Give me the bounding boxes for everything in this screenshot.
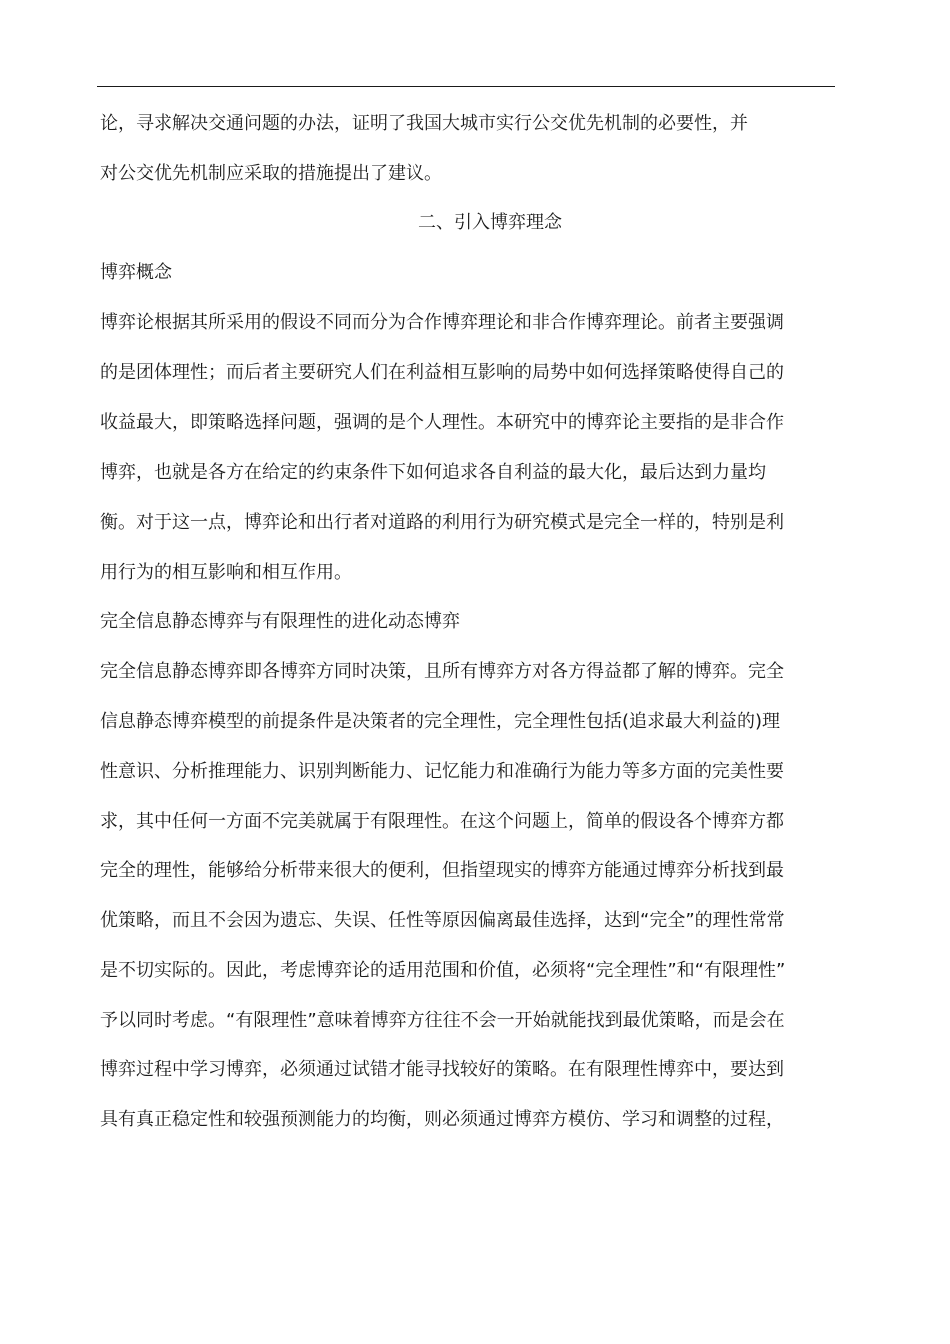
subheading: 博弈概念 <box>100 262 172 283</box>
body-line: 予以同时考虑。“有限理性”意味着博弈方往往不会一开始就能找到最优策略，而是会在 <box>100 1010 785 1031</box>
body-line: 完全的理性，能够给分析带来很大的便利，但指望现实的博弈方能通过博弈分析找到最 <box>100 860 784 881</box>
body-line: 完全信息静态博弈即各博弈方同时决策，且所有博弈方对各方得益都了解的博弈。完全 <box>100 661 784 682</box>
subheading: 完全信息静态博弈与有限理性的进化动态博弈 <box>100 611 460 632</box>
body-line: 性意识、分析推理能力、识别判断能力、记忆能力和准确行为能力等多方面的完美性要 <box>100 761 784 782</box>
body-line: 具有真正稳定性和较强预测能力的均衡，则必须通过博弈方模仿、学习和调整的过程， <box>100 1109 784 1130</box>
body-line: 用行为的相互影响和相互作用。 <box>100 562 352 583</box>
body-line: 的是团体理性；而后者主要研究人们在利益相互影响的局势中如何选择策略使得自己的 <box>100 362 784 383</box>
body-line: 对公交优先机制应采取的措施提出了建议。 <box>100 163 442 184</box>
body-line: 博弈论根据其所采用的假设不同而分为合作博弈理论和非合作博弈理论。前者主要强调 <box>100 312 784 333</box>
body-line: 是不切实际的。因此，考虑博弈论的适用范围和价值，必须将“完全理性”和“有限理性” <box>100 960 786 981</box>
body-line: 求，其中任何一方面不完美就属于有限理性。在这个问题上，简单的假设各个博弈方都 <box>100 811 784 832</box>
body-line: 博弈，也就是各方在给定的约束条件下如何追求各自利益的最大化，最后达到力量均 <box>100 462 766 483</box>
body-line: 优策略，而且不会因为遗忘、失误、任性等原因偏离最佳选择，达到“完全”的理性常常 <box>100 910 785 931</box>
body-line: 论，寻求解决交通问题的办法，证明了我国大城市实行公交优先机制的必要性，并 <box>100 113 748 134</box>
body-line: 信息静态博弈模型的前提条件是决策者的完全理性，完全理性包括(追求最大利益的)理 <box>100 711 781 732</box>
section-heading: 二、引入博弈理念 <box>418 212 562 233</box>
body-line: 衡。对于这一点，博弈论和出行者对道路的利用行为研究模式是完全一样的，特别是利 <box>100 512 784 533</box>
body-line: 收益最大，即策略选择问题，强调的是个人理性。本研究中的博弈论主要指的是非合作 <box>100 412 784 433</box>
body-line: 博弈过程中学习博弈，必须通过试错才能寻找较好的策略。在有限理性博弈中，要达到 <box>100 1059 784 1080</box>
header-rule <box>97 86 835 87</box>
